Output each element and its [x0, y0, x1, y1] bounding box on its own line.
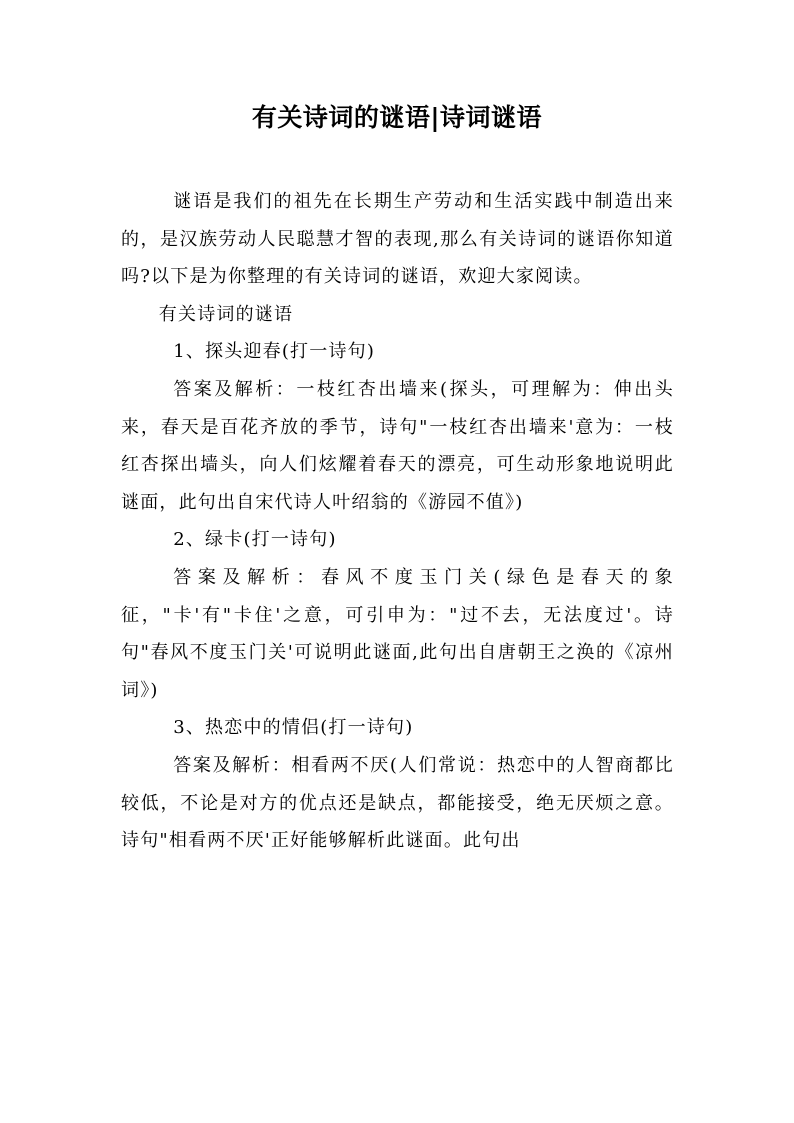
- document-body: [121, 183, 674, 860]
- section-heading: 有关诗词的谜语: [158, 303, 294, 325]
- riddle-answer: 答案及解析：春风不度玉门关(绿色是春天的象征，"卡'有"卡住'之意，可引申为："过不去，无法度过'。诗句"春风不度玉门关'可说明此谜面,此句出自唐朝王之涣的《凉州词》): [121, 566, 674, 701]
- intro-paragraph: 谜语是我们的祖先在长期生产劳动和生活实践中制造出来的，是汉族劳动人民聪慧才智的表现,那么有关诗词的谜语你知道吗?以下是为你整理的有关诗词的谜语，欢迎大家阅读。: [121, 191, 674, 288]
- riddle-answer: 答案及解析：相看两不厌(人们常说：热恋中的人智商都比较低，不论是对方的优点还是缺点，都能接受，绝无厌烦之意。诗句"相看两不厌'正好能够解析此谜面。此句出: [121, 754, 674, 852]
- riddle-answer: 答案及解析：一枝红杏出墙来(探头，可理解为：伸出头来，春天是百花齐放的季节，诗句"一枝红杏出墙来'意为：一枝红杏探出墙头，向人们炫耀着春天的漂亮，可生动形象地说明此谜面，此句出自宋代诗人叶绍翁的《游园不值》): [121, 378, 674, 513]
- riddle-question: 3、热恋中的情侣(打一诗句): [173, 717, 414, 739]
- page-title: 有关诗词的谜语|诗词谜语: [251, 103, 543, 132]
- riddle-question: 2、绿卡(打一诗句): [173, 529, 337, 551]
- riddle-question: 1、探头迎春(打一诗句): [173, 341, 376, 363]
